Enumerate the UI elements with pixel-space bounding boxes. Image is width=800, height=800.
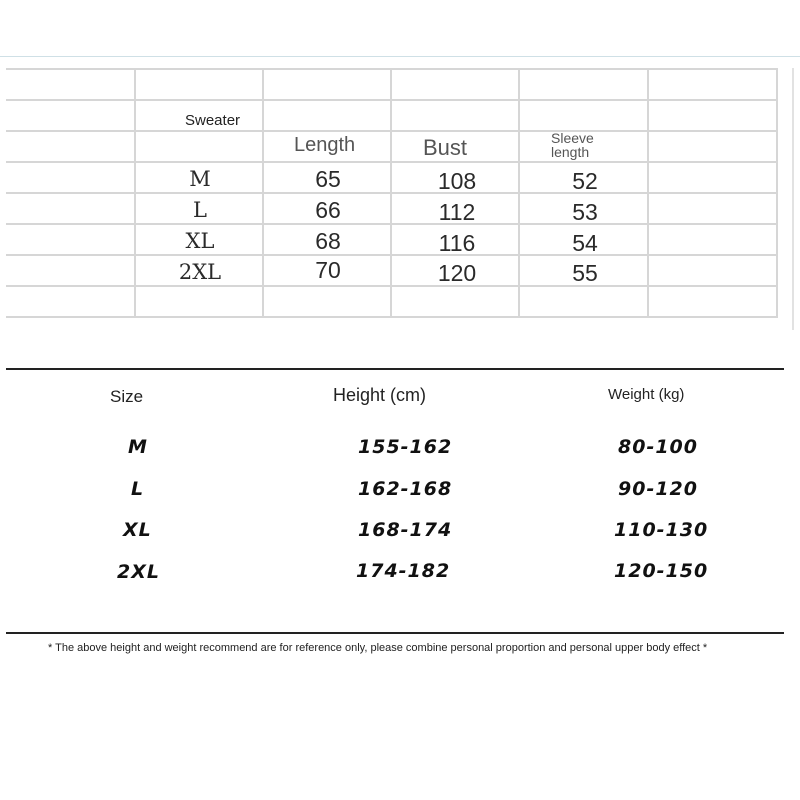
grid-line [390,68,392,318]
size-cell: 2XL [117,561,160,583]
length-cell: 66 [315,197,341,223]
height-cell: 168-174 [358,519,453,541]
height-cell: 155-162 [358,436,453,458]
grid-line [6,130,778,132]
column-header-size: Size [110,387,144,406]
grid-line [6,68,778,70]
size-cell: M [189,167,211,191]
length-cell: 70 [315,257,341,283]
column-header-weight: Weight (kg) [608,386,685,403]
size-cell: 2XL [178,260,222,284]
grid-line [6,285,778,287]
weight-cell: 120-150 [614,560,709,582]
section-rule-top [6,368,784,370]
length-cell: 68 [315,228,341,254]
table-title: Sweater [185,112,241,129]
grid-line [134,68,136,318]
height-cell: 162-168 [358,478,453,500]
bust-cell: 120 [437,260,477,286]
grid-line [6,223,778,225]
column-header-sleeve: Sleeve length [551,130,594,160]
section-rule-bottom [6,632,784,634]
size-cell: L [193,198,207,222]
grid-line [6,99,778,101]
grid-line [792,68,794,330]
grid-line [518,68,520,318]
size-cell: XL [123,519,152,541]
bust-cell: 116 [438,230,476,256]
grid-line [6,254,778,256]
weight-cell: 90-120 [618,478,698,500]
top-border [0,56,800,57]
grid-line [647,68,649,318]
sleeve-cell: 52 [572,168,598,194]
grid-line [6,316,778,318]
bust-cell: 108 [437,168,477,194]
column-header-bust: Bust [423,135,468,160]
size-cell: M [128,436,148,458]
grid-line [262,68,264,318]
sleeve-cell: 53 [572,199,598,225]
column-header-length: Length [294,134,356,156]
weight-cell: 110-130 [614,519,709,541]
height-cell: 174-182 [356,560,451,582]
bust-cell: 112 [438,199,476,225]
column-header-height: Height (cm) [333,385,427,405]
size-cell: XL [185,229,215,253]
sleeve-cell: 54 [572,230,598,256]
grid-line [6,192,778,194]
size-cell: L [131,478,145,500]
length-cell: 65 [315,166,341,192]
sleeve-cell: 55 [572,260,598,286]
reference-note: * The above height and weight recommend are for reference only, please combine personal proportion and personal upper body effect * [48,642,708,654]
weight-cell: 80-100 [618,436,698,458]
grid-line [776,68,778,318]
grid-line [6,161,778,163]
